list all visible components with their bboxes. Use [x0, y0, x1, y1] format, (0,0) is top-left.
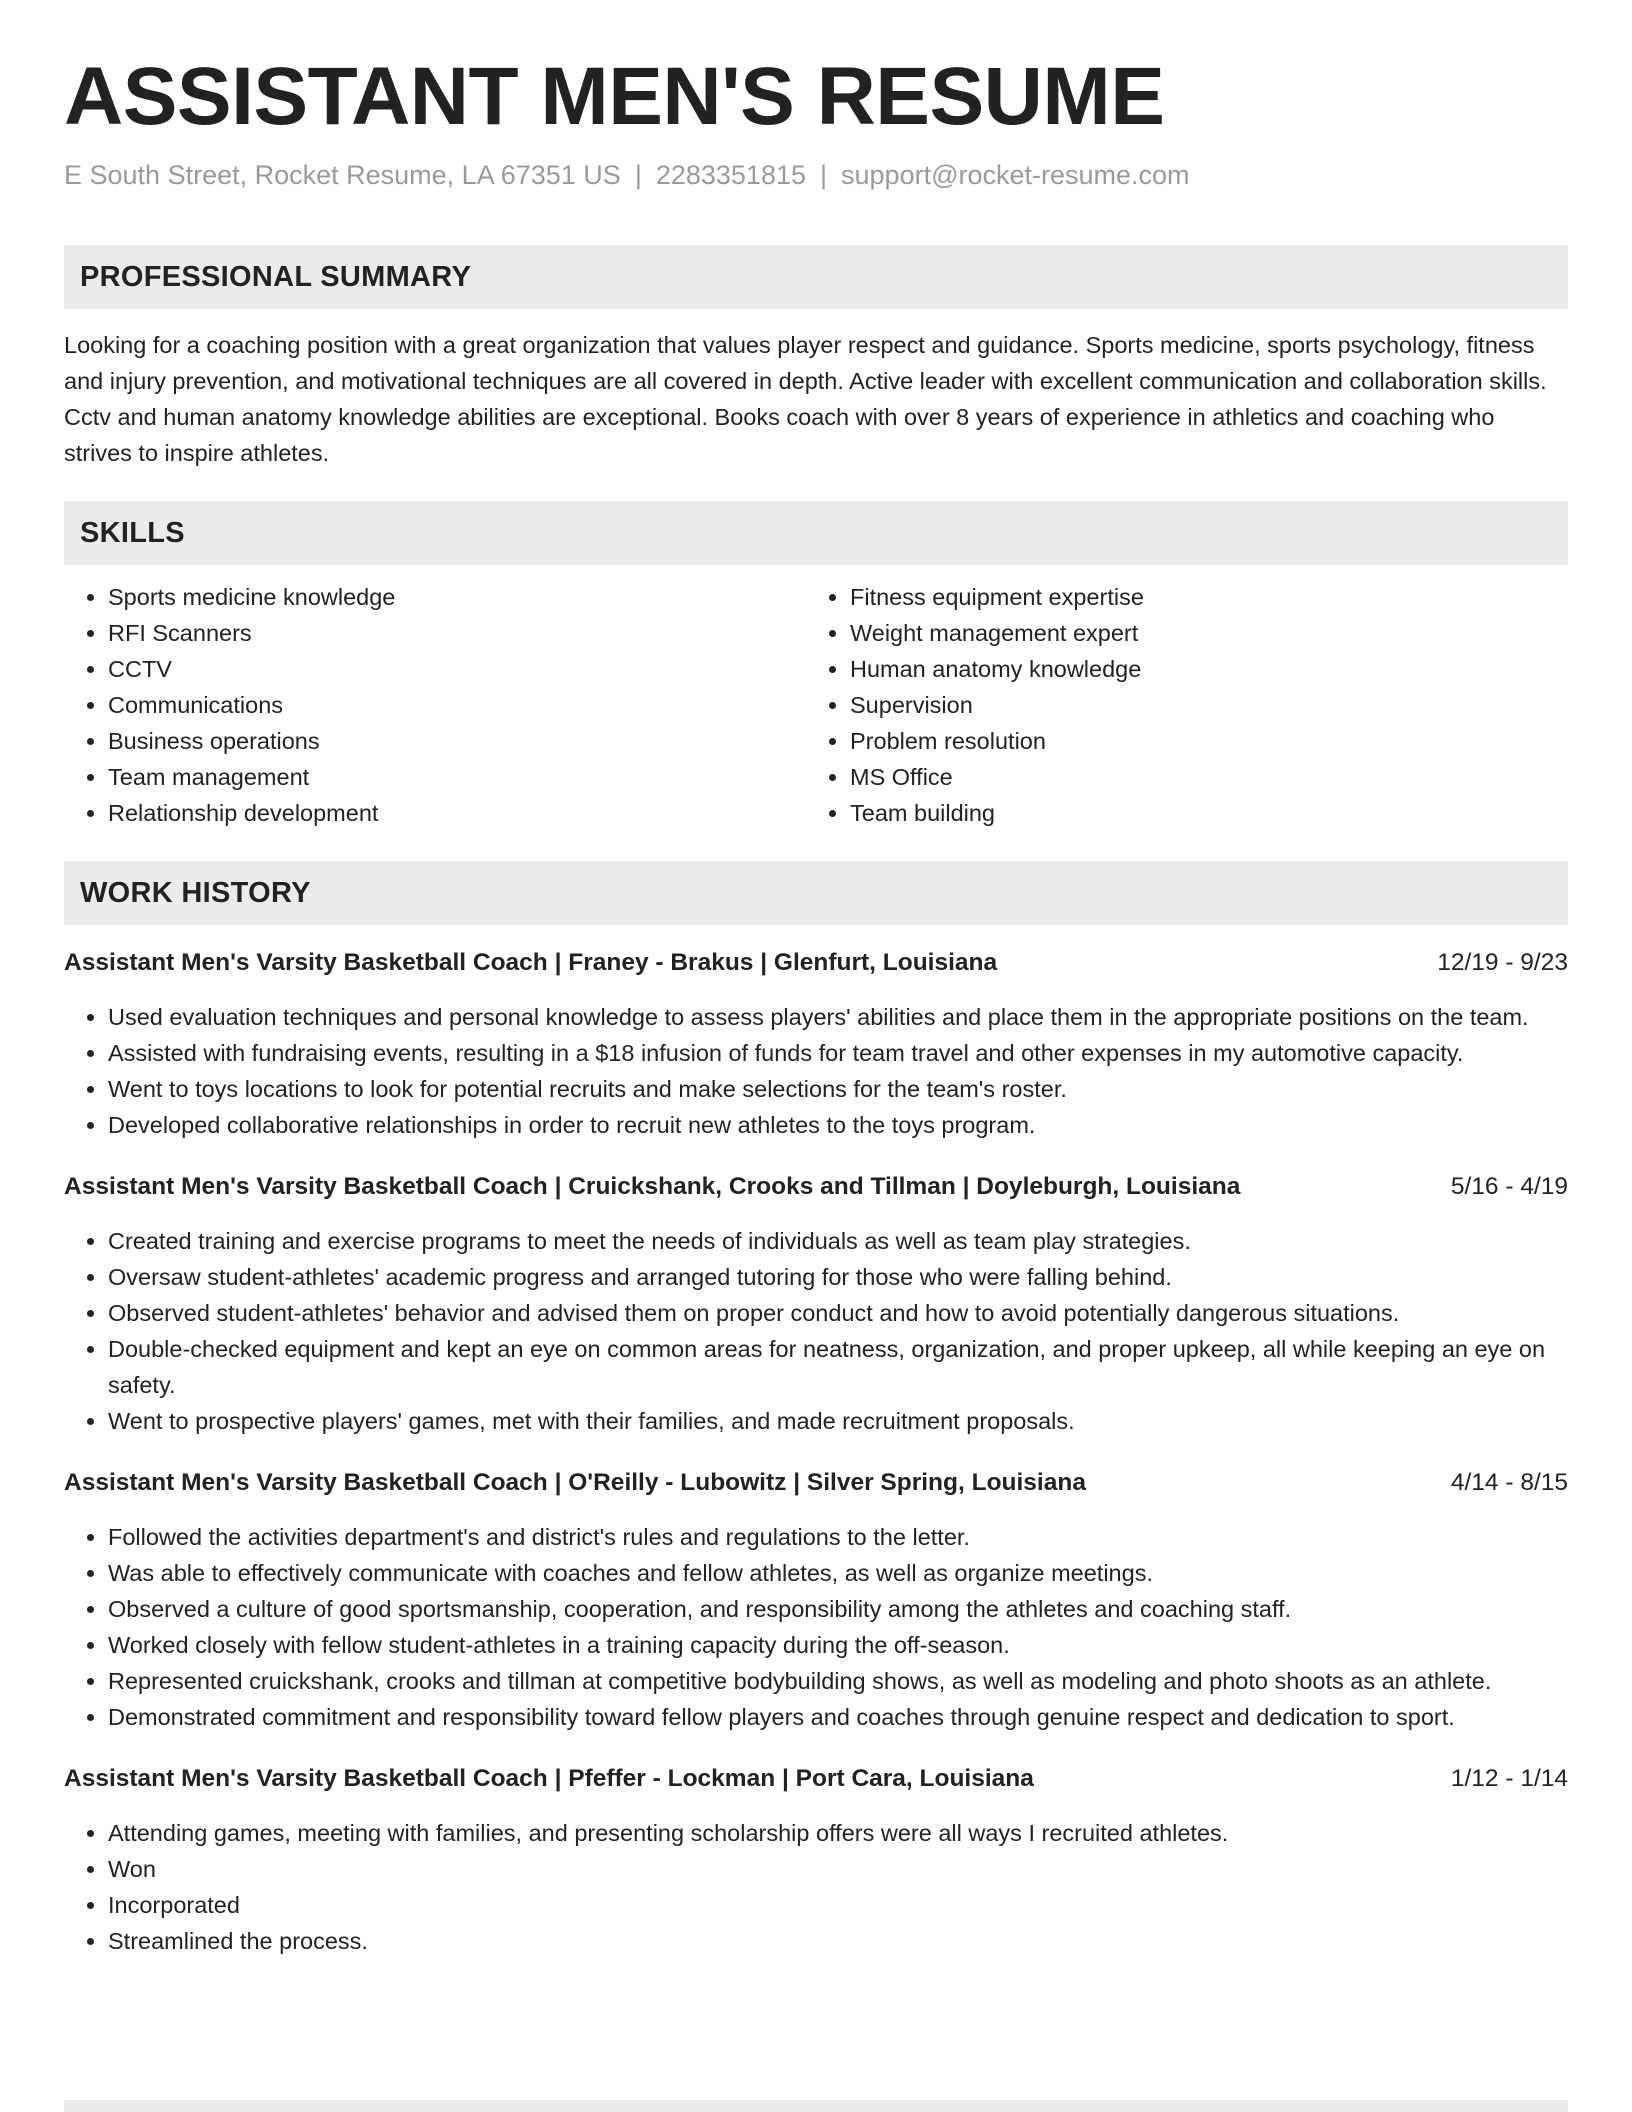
- summary-text: Looking for a coaching position with a great organization that values player respect and guidance. Sports medicine, sports psychology, fitness and injury prevention, and motivational techniques are all covered in depth. Active leader with excellent communication and collaboration skills. Cctv and human anatomy knowledge abilities are exceptional. Books coach with over 8 years of experience in athletics and coaching who strives to inspire athletes.: [64, 332, 1547, 467]
- job-title: Assistant Men's Varsity Basketball Coach | Cruickshank, Crooks and Tillman | Doyleburgh, Louisiana: [64, 1173, 1241, 1201]
- skills-list: [64, 579, 1568, 831]
- job-dates: 1/12 - 1/14: [1450, 1765, 1568, 1793]
- job-bullet: • Used evaluation techniques and personal knowledge to assess players' abilities and place them in the appropriate positions on the team.: [108, 999, 1568, 1035]
- job-dates: 4/14 - 8/15: [1450, 1469, 1568, 1497]
- job-bullet: • Oversaw student-athletes' academic progress and arranged tutoring for those who were falling behind.: [108, 1259, 1568, 1295]
- skill-item: • Team management: [108, 759, 806, 795]
- job-bullet: • Followed the activities department's and district's rules and regulations to the letter.: [108, 1519, 1568, 1555]
- job-bullet: • Went to prospective players' games, met with their families, and made recruitment proposals.: [108, 1403, 1568, 1439]
- job-entry: [64, 1169, 1568, 1439]
- job-entry: [64, 1465, 1568, 1735]
- skill-item: • Business operations: [108, 723, 806, 759]
- skill-item: • Weight management expert: [850, 615, 1548, 651]
- skill-item: • Communications: [108, 687, 806, 723]
- job-bullet: • Double-checked equipment and kept an eye on common areas for neatness, organization, and proper upkeep, all while keeping an eye on safety.: [108, 1331, 1568, 1403]
- job-bullet: • Assisted with fundraising events, resulting in a $18 infusion of funds for team travel and other expenses in my automotive capacity.: [108, 1035, 1568, 1071]
- job-dates: 5/16 - 4/19: [1450, 1173, 1568, 1201]
- job-bullet: • Was able to effectively communicate with coaches and fellow athletes, as well as organize meetings.: [108, 1555, 1568, 1591]
- job-heading-row: [64, 1761, 1568, 1797]
- job-entry: [64, 945, 1568, 1143]
- contact-line: [64, 158, 1568, 193]
- job-bullet: • Developed collaborative relationships in order to recruit new athletes to the toys program.: [108, 1107, 1568, 1143]
- skills-column-left: [64, 579, 806, 831]
- skill-item: • Problem resolution: [850, 723, 1548, 759]
- job-bullet: • Created training and exercise programs to meet the needs of individuals as well as team play strategies.: [108, 1223, 1568, 1259]
- job-bullets: [64, 1223, 1568, 1439]
- job-bullet: • Went to toys locations to look for potential recruits and make selections for the team's roster.: [108, 1071, 1568, 1107]
- skill-item: • CCTV: [108, 651, 806, 687]
- job-bullet: • Streamlined the process.: [108, 1923, 1568, 1959]
- skill-item: • MS Office: [850, 759, 1548, 795]
- job-bullet: • Observed student-athletes' behavior and advised them on proper conduct and how to avoid potentially dangerous situations.: [108, 1295, 1568, 1331]
- skill-item: • Relationship development: [108, 795, 806, 831]
- job-bullet: • Observed a culture of good sportsmanship, cooperation, and responsibility among the athletes and coaching staff.: [108, 1591, 1568, 1627]
- skill-item: • RFI Scanners: [108, 615, 806, 651]
- job-heading-row: [64, 945, 1568, 981]
- job-bullet: • Worked closely with fellow student-athletes in a training capacity during the off-season.: [108, 1627, 1568, 1663]
- job-bullets: [64, 1519, 1568, 1735]
- contact-separator: |: [634, 160, 642, 191]
- job-heading-row: [64, 1465, 1568, 1501]
- section-header-skills: SKILLS: [64, 501, 1568, 565]
- job-entry: [64, 1761, 1568, 1959]
- job-bullets: [64, 999, 1568, 1143]
- contact-phone: 2283351815: [655, 160, 806, 191]
- job-bullet: • Represented cruickshank, crooks and tillman at competitive bodybuilding shows, as well as modeling and photo shoots as an athlete.: [108, 1663, 1568, 1699]
- skill-item: • Sports medicine knowledge: [108, 579, 806, 615]
- job-bullets: [64, 1815, 1568, 1959]
- job-bullet: • Demonstrated commitment and responsibility toward fellow players and coaches through genuine respect and dedication to sport.: [108, 1699, 1568, 1735]
- job-bullet: • Incorporated: [108, 1887, 1568, 1923]
- section-header-summary: PROFESSIONAL SUMMARY: [64, 245, 1568, 309]
- skill-item: • Supervision: [850, 687, 1548, 723]
- contact-email: support@rocket-resume.com: [841, 160, 1190, 191]
- skills-column-right: [806, 579, 1548, 831]
- resume-title: ASSISTANT MEN'S RESUME: [64, 51, 1165, 142]
- job-dates: 12/19 - 9/23: [1437, 949, 1568, 977]
- job-title: Assistant Men's Varsity Basketball Coach | O'Reilly - Lubowitz | Silver Spring, Louisiana: [64, 1469, 1086, 1497]
- job-title: Assistant Men's Varsity Basketball Coach | Franey - Brakus | Glenfurt, Louisiana: [64, 949, 998, 977]
- section-header-work-history: WORK HISTORY: [64, 861, 1568, 925]
- job-title: Assistant Men's Varsity Basketball Coach | Pfeffer - Lockman | Port Cara, Louisiana: [64, 1765, 1034, 1793]
- job-bullet: • Attending games, meeting with families, and presenting scholarship offers were all ways I recruited athletes.: [108, 1815, 1568, 1851]
- job-bullet: • Won: [108, 1851, 1568, 1887]
- skill-item: • Team building: [850, 795, 1548, 831]
- contact-separator: |: [820, 160, 828, 191]
- skill-item: • Fitness equipment expertise: [850, 579, 1548, 615]
- next-section-header-edge: [64, 2100, 1568, 2112]
- skill-item: • Human anatomy knowledge: [850, 651, 1548, 687]
- job-heading-row: [64, 1169, 1568, 1205]
- contact-address: E South Street, Rocket Resume, LA 67351 US: [64, 160, 621, 191]
